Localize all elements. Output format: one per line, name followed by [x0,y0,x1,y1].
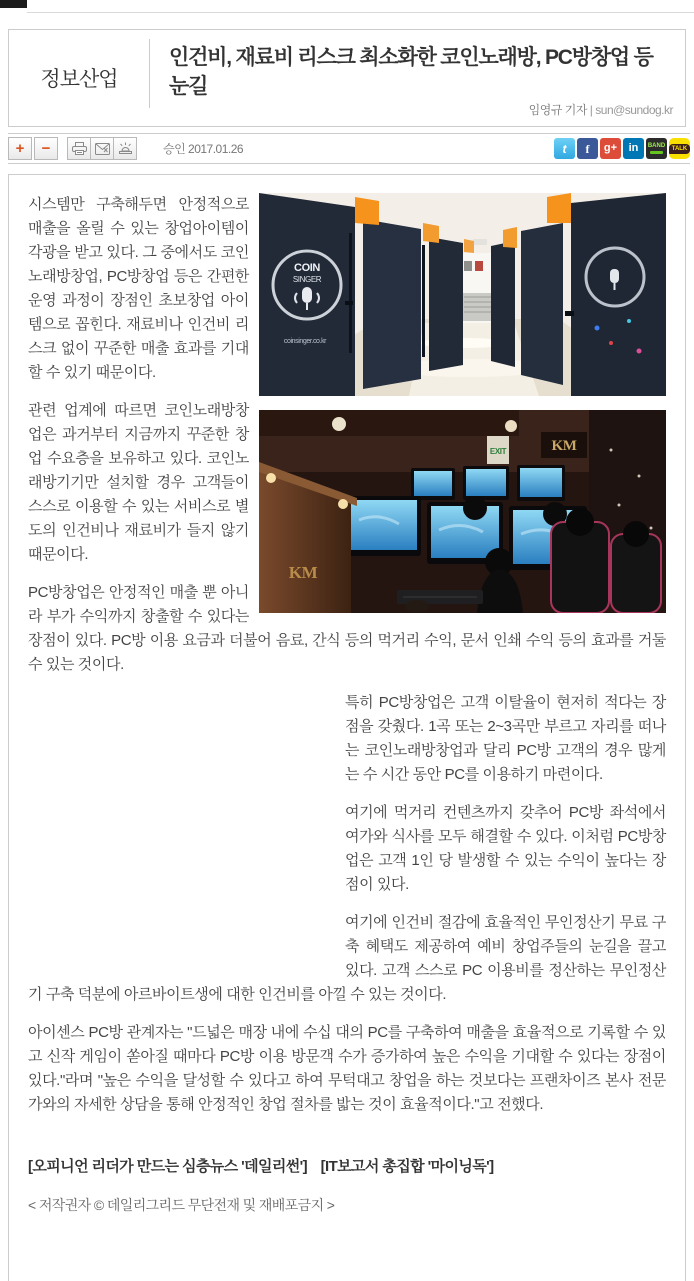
report-icon [118,142,133,155]
header-divider [149,39,150,108]
linkedin-share-icon[interactable]: in [623,138,644,159]
exit-sign-text: EXIT [489,447,507,456]
paragraph-7: 아이센스 PC방 관계자는 "드넓은 매장 내에 수십 대의 PC를 구축하여 매출을 효율적으로 기록할 수 있고 신작 게임이 쏟아질 때마다 PC방 이용 방문객 수가 증가하여 높은 수익을 기대할 수 있다는 장점이 있다."라며 "높은 수익을 달성할 수 있다고 하여 무턱대고 창업을 하는 것보다는 프랜차이즈 본사 전문가와의 자세한 상담을 통해 안정적인 창업 절차를 밟는 것이 효율적이다."고 전했다. [28,1024,666,1113]
paragraph-6: 여기에 인건비 절감에 효율적인 무인정산기 무료 구축 혜택도 제공하여 예비 창업주들의 눈길을 끌고 있다. 고객 스스로 PC 이용비를 정산하는 무인정산기 구축 덕분에 아르바이트생에 대한 인건비를 아낄 수 있는 것이다. [28,914,666,1003]
article-title: 인건비, 재료비 리스크 최소화한 코인노래방, PC방창업 등 눈길 [169,46,653,98]
reporter-name: 임영규 기자 [528,103,587,117]
font-decrease-button[interactable]: − [34,137,58,160]
paragraph-4: 특히 PC방창업은 고객 이탈율이 현저히 적다는 장점을 갖췄다. 1곡 또는 2~3곡만 부르고 자리를 떠나는 코인노래방창업과 달리 PC방 고객의 경우 많게는 수 시간 동안 PC를 이용하기 마련이다. [345,694,666,783]
facebook-share-icon[interactable]: f [577,138,598,159]
coin-karaoke-hallway-photo [259,193,666,396]
band-share-icon[interactable]: BAND [646,138,667,159]
coin-logo-text-bottom: SINGER [292,275,322,284]
paragraph-5: 여기에 먹거리 컨텐츠까지 갖추어 PC방 좌석에서 여가와 식사를 모두 해결할 수 있다. 이처럼 PC방창업은 고객 1인 당 발생할 수 있는 수익이 높다는 장점이 있다. [345,804,666,893]
twitter-share-icon[interactable]: t [554,138,575,159]
paragraph-1: 시스템만 구축해두면 안정적으로 매출을 올릴 수 있는 창업아이템이 각광을 받고 있다. 그 중에서도 코인노래방창업, PC방창업 등은 간편한 운영 과정이 장점인 초보창업 아이템으로 꼽힌다. 재료비나 인건비 리스크 없이 꾸준한 매출 효과를 기대할 수 있기 때문이다. [28,196,249,381]
mail-button[interactable] [90,137,114,160]
print-button[interactable] [67,137,91,160]
font-increase-button[interactable]: + [8,137,32,160]
browser-edge-artifact [0,0,27,8]
article-body [28,193,666,1217]
report-button[interactable] [113,137,137,160]
article-body-container [8,174,686,1281]
footer-link-miningdog[interactable]: [IT보고서 총집합 '마이닝독'] [320,1158,494,1175]
approval-date: 승인 2017.01.26 [163,142,244,156]
byline-separator: | [589,103,593,117]
print-icon [72,142,87,155]
kakaotalk-share-icon[interactable]: TALK [669,138,690,159]
mail-icon [95,143,110,155]
coin-logo-url: coinsinger.co.kr [283,338,327,345]
paragraph-2: 관련 업계에 따르면 코인노래방창업은 과거부터 지금까지 꾸준한 창업 수요층을 보유하고 있다. 코인노래방기기만 설치할 경우 고객들이 스스로 이용할 수 있는 서비스로 별도의 인건비나 재료비가 들지 않기 때문이다. [28,402,249,563]
missing-image-gap [28,691,345,981]
top-divider-line [27,12,694,13]
pcbang-brand-text: KM [551,438,577,454]
category-label[interactable]: 정보산업 [40,68,118,91]
copyright-notice: < 저작권자 © 데일리그리드 무단전재 및 재배포금지 > [28,1197,335,1213]
coin-logo-text-top: COIN [294,262,320,274]
paragraph-3: PC방창업은 안정적인 매출 뿐 아니라 부가 수익까지 창출할 수 있다는 장점이 있다. PC방 이용 요금과 더불어 음료, 간식 등의 먹거리 수익, 문서 인쇄 수익 등의 효과를 거둘 수 있는 것이다. [28,584,666,673]
article-header [8,29,686,127]
reporter-email[interactable]: sun@sundog.kr [595,103,673,117]
share-buttons [552,138,690,159]
googleplus-share-icon[interactable]: g+ [600,138,621,159]
footer-links [28,1155,666,1179]
byline [529,101,673,118]
footer-link-dailysun[interactable]: [오피니언 리더가 만드는 심층뉴스 '데일리썬'] [28,1158,308,1175]
article-toolbar [8,133,690,164]
pcbang-interior-photo [259,410,666,613]
counter-brand-text: KM [288,563,318,582]
